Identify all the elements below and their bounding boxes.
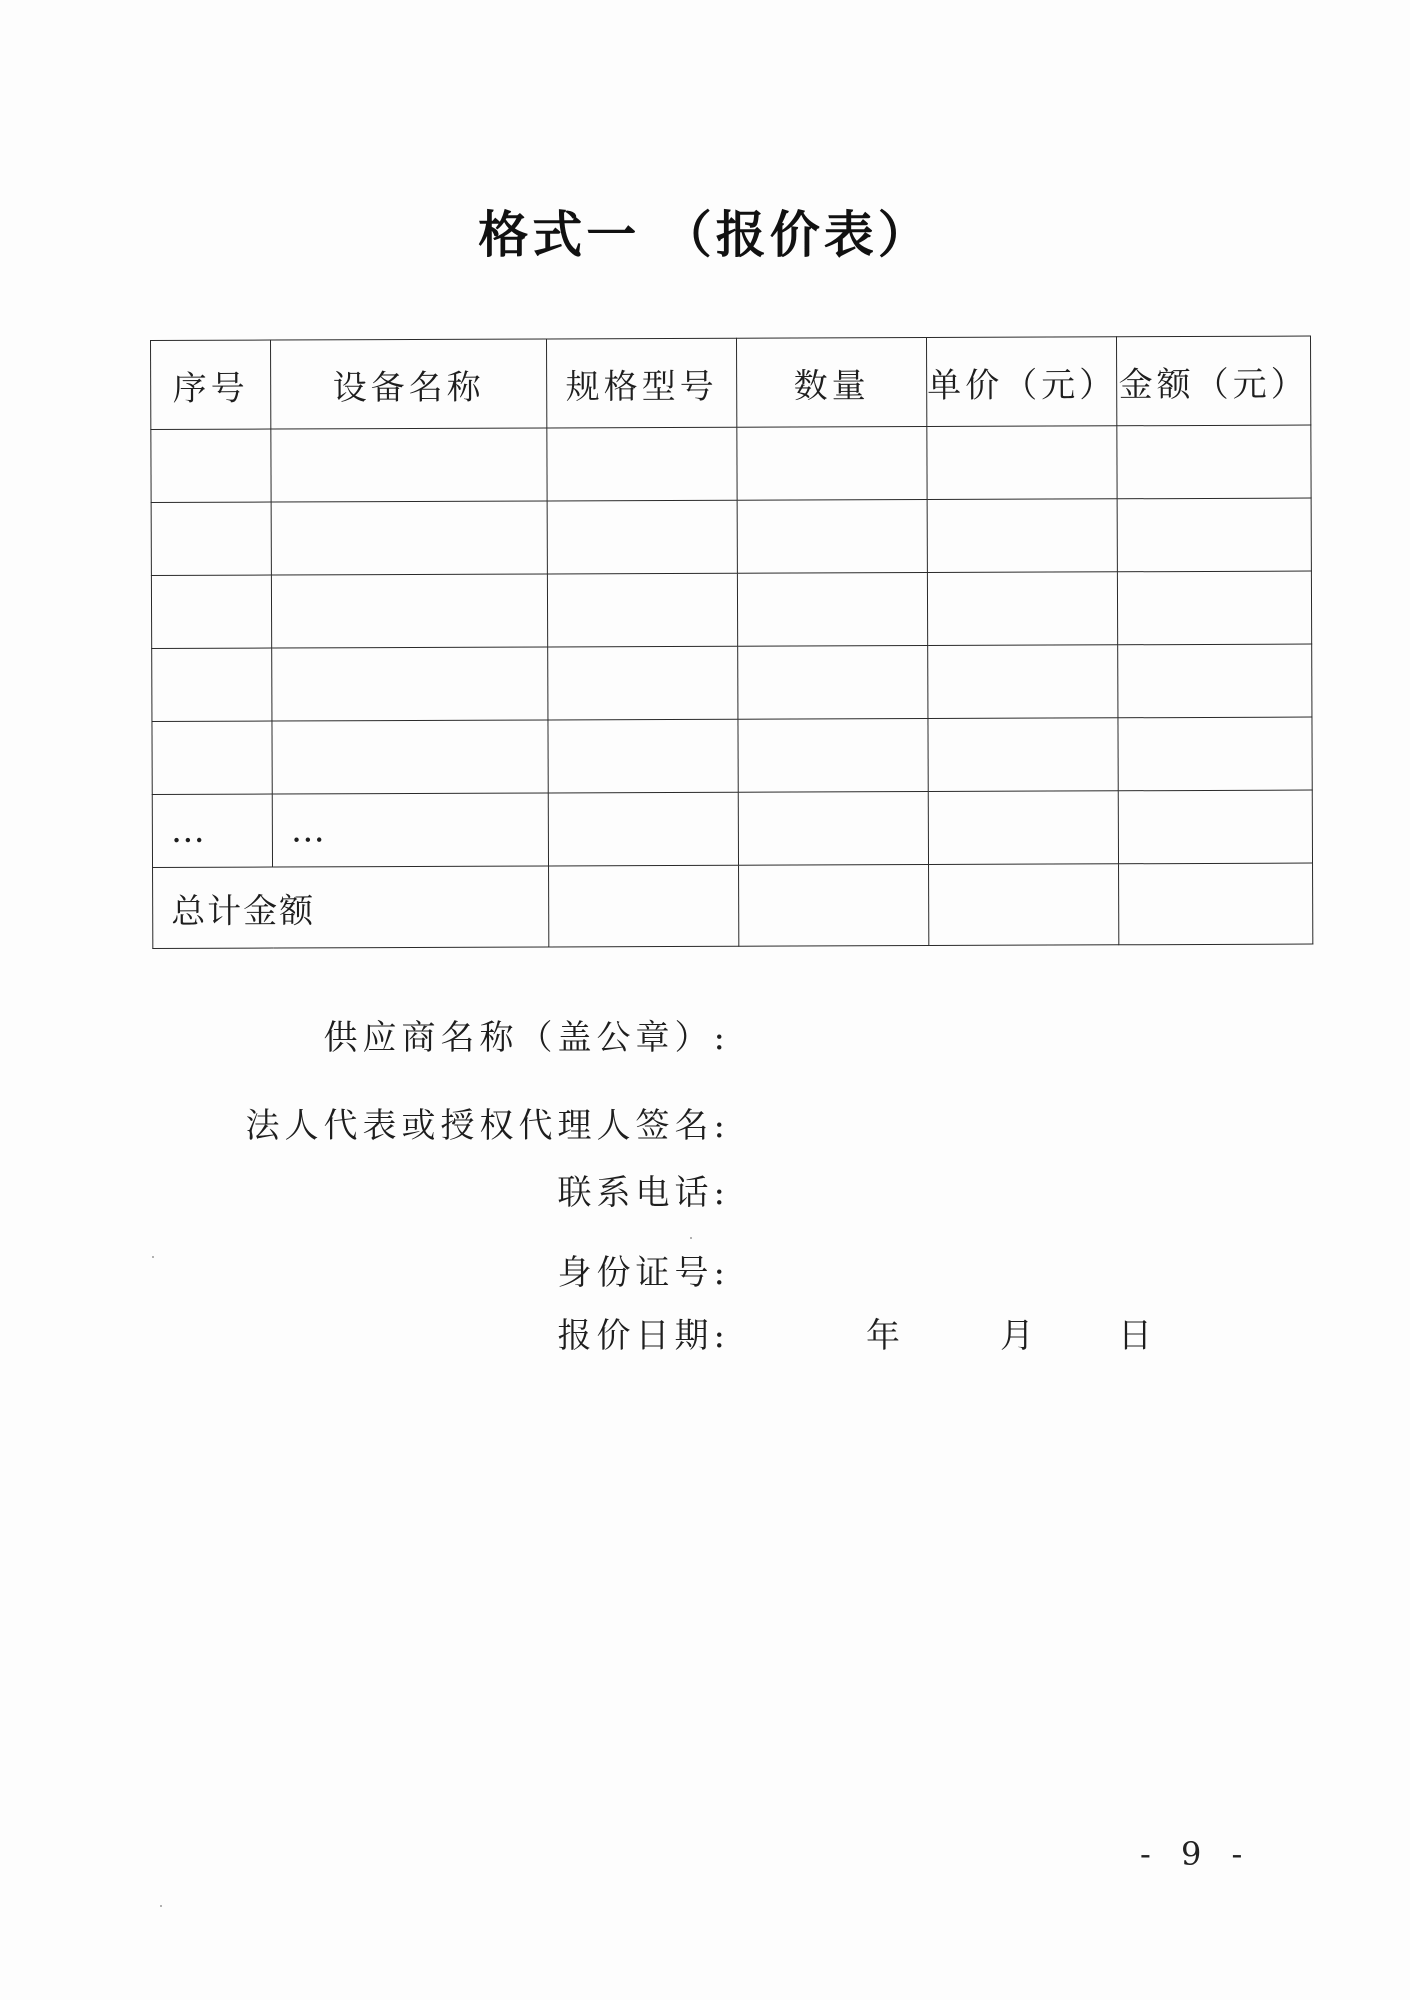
- table-cell: [1117, 571, 1311, 645]
- table-cell: [737, 427, 927, 501]
- day-label: 日: [1118, 1316, 1157, 1356]
- header-amount: 金额（元）: [1116, 336, 1310, 426]
- table-cell: [272, 720, 548, 794]
- table-cell: [1119, 863, 1313, 945]
- table-cell: [547, 427, 737, 501]
- table-cell: [151, 575, 271, 648]
- table-cell: [927, 572, 1117, 646]
- table-cell: [738, 719, 928, 793]
- table-header-row: [151, 336, 1311, 429]
- table-cell: [738, 792, 928, 866]
- table-cell: [271, 501, 547, 575]
- table-cell: [548, 719, 738, 793]
- document-title: 格式一 （报价表）: [478, 205, 932, 264]
- table-row: [152, 717, 1312, 794]
- table-cell: [151, 429, 271, 502]
- table-row: [151, 498, 1311, 575]
- header-spec-model: 规格型号: [546, 338, 736, 428]
- table-row: [151, 425, 1311, 502]
- scan-speck: [160, 1905, 162, 1907]
- table-cell: [272, 647, 548, 721]
- id-number-label: 身份证号:: [557, 1253, 730, 1293]
- page-number: - 9 -: [1140, 1835, 1253, 1873]
- scan-speck: [690, 1237, 692, 1239]
- table-row: [151, 571, 1311, 648]
- representative-signature-label: 法人代表或授权代理人签名:: [245, 1106, 730, 1146]
- header-quantity: 数量: [736, 338, 926, 428]
- quote-date-label: 报价日期:: [557, 1316, 730, 1356]
- table-cell: [549, 865, 739, 947]
- table-cell: [1117, 498, 1311, 572]
- quote-table: [150, 336, 1313, 949]
- table-cell: [928, 645, 1118, 719]
- table-cell-ellipsis: …: [272, 793, 548, 867]
- table-cell: [1118, 644, 1312, 718]
- table-cell: [548, 792, 738, 866]
- header-serial: 序号: [151, 340, 271, 429]
- table-cell: [1117, 425, 1311, 499]
- table-cell: [271, 428, 547, 502]
- scan-speck: [152, 1256, 154, 1258]
- year-label: 年: [866, 1316, 905, 1356]
- table-cell: [737, 573, 927, 647]
- table-cell: [547, 573, 737, 647]
- supplier-name-label: 供应商名称（盖公章）:: [323, 1018, 730, 1058]
- table-row-total: [153, 863, 1313, 948]
- table-cell-ellipsis: …: [152, 794, 272, 867]
- table-cell: [737, 500, 927, 574]
- month-label: 月: [1000, 1316, 1039, 1356]
- table-cell: [548, 646, 738, 720]
- table-cell: [928, 791, 1118, 865]
- table-cell: [151, 502, 271, 575]
- table-cell: [927, 426, 1117, 500]
- table-cell: [929, 864, 1119, 946]
- table-cell: [271, 574, 547, 648]
- table-row: [152, 644, 1312, 721]
- table-cell: [152, 648, 272, 721]
- table-cell: [739, 865, 929, 947]
- total-amount-label: 总计金额: [153, 866, 549, 949]
- table-cell: [927, 499, 1117, 573]
- table-row-ellipsis: [152, 790, 1312, 867]
- header-equipment-name: 设备名称: [271, 339, 547, 429]
- table-cell: [1118, 717, 1312, 791]
- table-cell: [547, 500, 737, 574]
- table-cell: [1118, 790, 1312, 864]
- contact-phone-label: 联系电话:: [557, 1173, 730, 1213]
- table-cell: [152, 721, 272, 794]
- header-unit-price: 单价（元）: [926, 337, 1116, 427]
- table-cell: [738, 646, 928, 720]
- table-cell: [928, 718, 1118, 792]
